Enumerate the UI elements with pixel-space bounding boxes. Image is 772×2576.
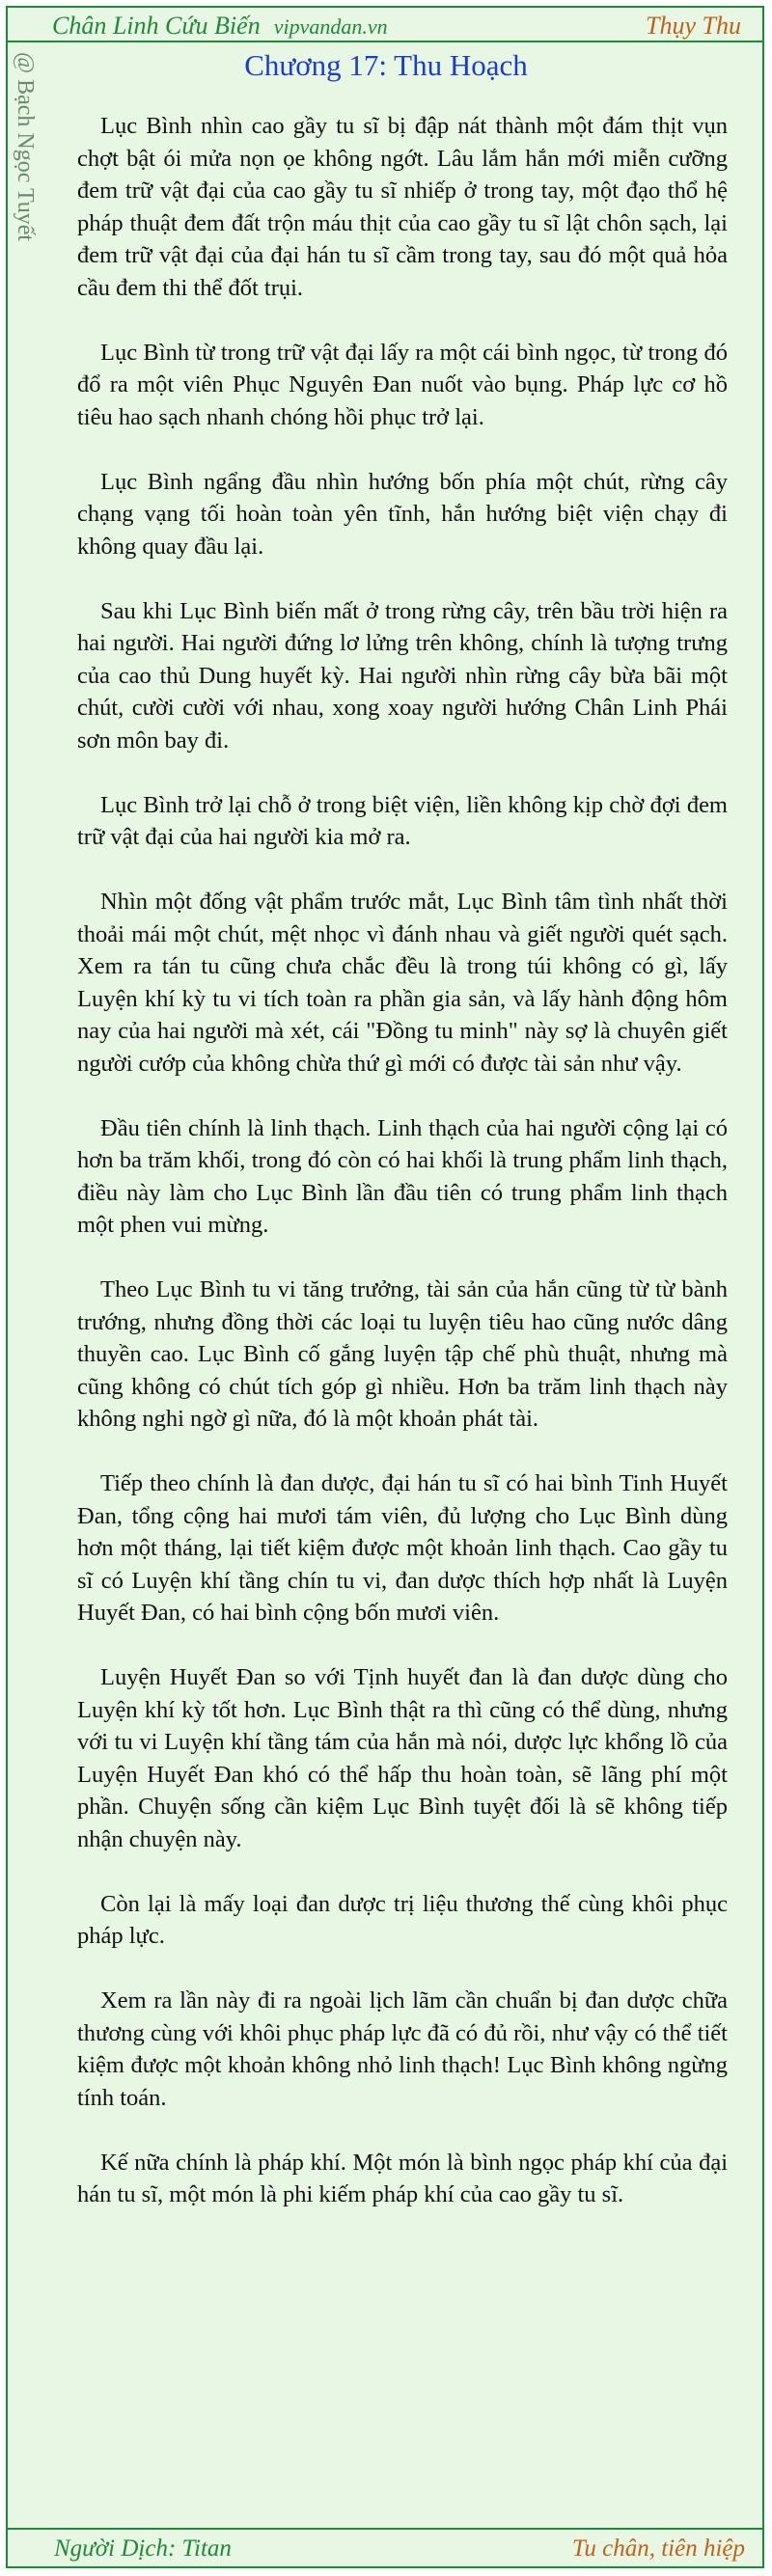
- paragraph: Xem ra lần này đi ra ngoài lịch lãm cần chuẩn bị đan dược chữa thương cùng với khôi phục pháp lực đã có đủ rồi, như vậy có thể tiết kiệm được một khoản không nhỏ linh thạch! Lục Bình không ngừng tính toán.: [77, 1987, 728, 2111]
- paragraph: Nhìn một đống vật phẩm trước mắt, Lục Bình tâm tình nhất thời thoải mái một chút, mệt nhọc vì đánh nhau và giết người quét sạch. Xem ra tán tu cũng chưa chắc đều là trong túi không có gì, lấy Luyện khí kỳ tu vi tích toàn ra phần gia sản, và lấy hành động hôm nay của hai người mà xét, cái "Đồng tu minh" này sợ là chuyên giết người cướp của không chừa thứ gì mới có được tài sản như vậy.: [77, 889, 728, 1077]
- paragraph: Lục Bình nhìn cao gầy tu sĩ bị đập nát thành một đám thịt vụn chợt bật ói mửa nọn ọe không ngớt. Lâu lắm hắn mới miễn cưỡng đem trữ vật đại của cao gầy tu sĩ nhiếp ở trong tay, một đạo thổ hệ pháp thuật đem đất trộn máu thịt của cao gầy tu sĩ lật chôn sạch, lại đem trữ vật đại của đại hán tu sĩ cầm trong tay, sau đó một quả hỏa cầu đem thi thể đốt trụi.: [77, 113, 728, 301]
- page-header: [8, 8, 764, 42]
- page-footer: [8, 2528, 764, 2568]
- paragraph: Kế nữa chính là pháp khí. Một món là bình ngọc pháp khí của đại hán tu sĩ, một món là phi kiếm pháp khí của cao gầy tu sĩ.: [77, 2149, 728, 2207]
- chapter-body: [77, 110, 728, 2211]
- side-margin: [8, 42, 41, 2522]
- paragraph: Lục Bình từ trong trữ vật đại lấy ra một cái bình ngọc, từ trong đó đổ ra một viên Phục Nguyên Đan nuốt vào bụng. Pháp lực cơ hồ tiêu hao sạch nhanh chóng hồi phục trở lại.: [77, 339, 728, 430]
- chapter-title: Chương 17: Thu Hoạch: [244, 48, 528, 82]
- paragraph: Lục Bình trở lại chỗ ở trong biệt viện, liền không kịp chờ đợi đem trữ vật đại của hai người kia mở ra.: [77, 791, 728, 850]
- site-name[interactable]: vipvandan.vn: [273, 14, 388, 39]
- paragraph: Theo Lục Bình tu vi tăng trưởng, tài sản của hắn cũng từ từ bành trướng, nhưng đồng thời các loại tu luyện tiêu hao cũng nước dâng thuyền cao. Lục Bình cố gắng luyện tập chế phù thuật, nhưng mà cũng không có chút tích góp gì nhiều. Hơn ba trăm linh thạch này không nghi ngờ gì nữa, đó là một khoản phát tài.: [77, 1276, 728, 1432]
- paragraph: Sau khi Lục Bình biến mất ở trong rừng cây, trên bầu trời hiện ra hai người. Hai người đứng lơ lửng trên không, chính là tượng trưng của cao thủ Dung huyết kỳ. Hai người nhìn rừng cây bừa bãi một chút, cười cười với nhau, xong xoay người hướng Chân Linh Phái sơn môn bay đi.: [77, 597, 728, 754]
- paragraph: Lục Bình ngẩng đầu nhìn hướng bốn phía một chút, rừng cây chạng vạng tối hoàn toàn yên tĩnh, hắn hướng biệt viện chạy đi không quay đầu lại.: [77, 468, 728, 560]
- paragraph: Luyện Huyết Đan so với Tịnh huyết đan là đan dược dùng cho Luyện khí kỳ tốt hơn. Lục Bình thật ra thì cũng có thể dùng, nhưng với tu vi Luyện khí tầng tám của hắn mà nói, dược lực khổng lồ của Luyện Huyết Đan khó có thể hấp thu hoàn toàn, sẽ lãng phí một phần. Chuyện sống cần kiệm Lục Bình tuyệt đối là sẽ không tiếp nhận chuyện này.: [77, 1664, 728, 1852]
- header-left: [52, 12, 388, 41]
- author-name: Thụy Thu: [646, 12, 741, 40]
- paragraph: Tiếp theo chính là đan dược, đại hán tu sĩ có hai bình Tinh Huyết Đan, tổng cộng hai mươi tám viên, đủ lượng cho Lục Bình dùng hơn một tháng, lại tiết kiệm được một khoản linh thạch. Cao gầy tu sĩ có Luyện khí tầng chín tu vi, đan dược thích hợp nhất là Luyện Huyết Đan, có hai bình cộng bốn mươi viên.: [77, 1470, 728, 1626]
- side-credit: @ Bạch Ngọc Tuyết: [13, 52, 38, 242]
- genre-label: Tu chân, tiên hiệp: [571, 2535, 745, 2562]
- translator-credit: Người Dịch: Titan: [54, 2535, 232, 2562]
- paragraph: Còn lại là mấy loại đan dược trị liệu thương thế cùng khôi phục pháp lực.: [77, 1890, 728, 1949]
- book-title: Chân Linh Cứu Biến: [52, 12, 261, 40]
- paragraph: Đầu tiên chính là linh thạch. Linh thạch của hai người cộng lại có hơn ba trăm khối, trong đó còn có hai khối là trung phẩm linh thạch, điều này làm cho Lục Bình lần đầu tiên có trung phẩm linh thạch một phen vui mừng.: [77, 1114, 728, 1238]
